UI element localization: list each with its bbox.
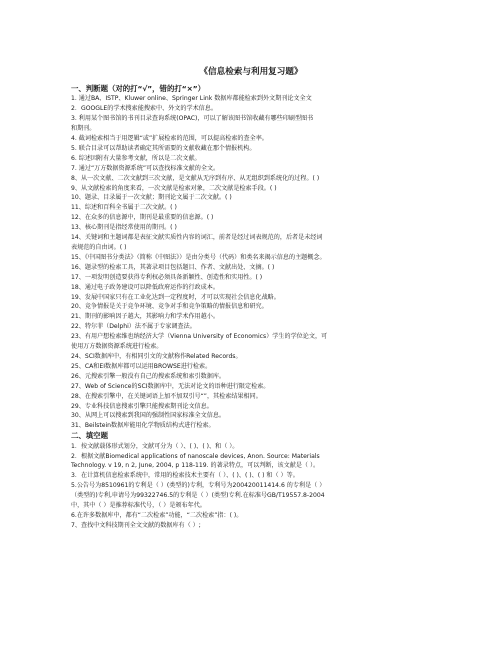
judgement-question-line: 18、通过电子政务建设可以降低政府运作的行政成本。 (71, 283, 219, 291)
judgement-question-line: 15、《中国图书分类法》（简称《中图法》）是由分类号（代码）和类名来揭示信息的主题概念。 (71, 253, 326, 261)
judgement-question-line: 2．GOOGLE的学术搜索能搜索中、外文的学术信息。 (71, 105, 217, 113)
judgement-question-line: 和期刊。 (71, 125, 96, 133)
judgement-question-line: 10、题录、目录属于一次文献；期刊论文属于二次文献。( ) (71, 194, 232, 202)
judgement-question-line: 20、竞争情报是关于竞争环境、竞争对手和竞争策略的情报信息和研究。 (71, 303, 268, 311)
section-heading-fill-in: 二、填空题 (71, 431, 108, 441)
fill-in-question-line: （类型的)专利,申请号为99322746.5的专利是（ ）(类型)专利.在标准号GB/T19557.8-2004 (71, 492, 325, 500)
judgement-question-line: 29、专业科技信息搜索引擎只能搜索期刊论文信息。 (71, 402, 213, 410)
judgement-question-line: 25、CA和EI数据库都可以运用BROWSE进行检索。 (71, 362, 212, 370)
fill-in-question-list (71, 442, 451, 531)
judgement-question-line: 31、Beilstein数据库能用化学物质结构式进行检索。 (71, 422, 215, 430)
document-title: 《信息检索与利用复习题》 (199, 67, 303, 77)
judgement-question-line: 16、题录型的检索工具，其著录项目包括题目、作者、文献出处、文摘。( ) (71, 263, 275, 271)
judgement-question-line: 28、在搜索引擎中，在关键词语上加不加双引号“”，其检索结果相同。 (71, 392, 262, 400)
judgement-question-line: 11、综述和百科全书属于二次文献。( ) (71, 204, 177, 212)
fill-in-question-line: 中，其中（ ）是推荐标准代号，（ ）是颁布年代。 (71, 502, 206, 510)
judgement-question-line: 3. 利用某个图书馆的书刊目录查询系统(OPAC)，可以了解该图书馆收藏有哪些印刷型图书 (71, 115, 314, 123)
judgement-question-line: 19、发展中国家只有在工业化达到一定程度时，才可以实现社会信息化战略。 (71, 293, 280, 301)
judgement-question-line: 17、一项发明创造要获得专利权必须具备新颖性、创造性和实用性。( ) (71, 273, 263, 281)
fill-in-question-line: 5.公告号为8510961的专利是（ ）(类型的)专利，专利号为200420011414.6 的专利是（ ） (71, 482, 326, 490)
judgement-question-line: 24、SCI数据库中，有相同引文的文献称作Related Records。 (71, 352, 242, 360)
fill-in-question-line: 3．在计算机信息检索系统中，常用的检索技术主要有（ ）、( )、( )、( ) 和（ ）等。 (71, 472, 299, 480)
judgement-question-line: 6. 综述因附有大量参考文献，所以是二次文献。 (71, 154, 201, 162)
judgement-question-line: 表规范的自由词。( ) (71, 244, 127, 251)
fill-in-question-line: 1．按文献载体形式划分，文献可分为（ ）、( )、( )、和（ ）。 (71, 442, 239, 450)
document-body (71, 84, 451, 531)
fill-in-question-line: 6.在许多数据库中，都有“二次检索”功能，“二次检索”指：( )。 (71, 511, 243, 519)
judgement-question-line: 1. 通过BA、ISTP、Kluwer online、Springer Link 数据库都能检索到外文期刊论文全文 (71, 95, 312, 103)
judgement-question-line: 5. 联合目录可以帮助读者确定其所需要的文献收藏在那个情报机构。 (71, 144, 256, 152)
judgement-question-line: 9、从文献检索的角度来看，一次文献是检索对象，二次文献是检索手段。( ) (71, 184, 277, 192)
judgement-question-line: 12、在众多的信息源中，期刊是最重要的信息源。( ) (71, 214, 214, 222)
judgement-question-line: 14、关键词和主题词都是表征文献实质性内容的词汇，前者是经过词表规范的，后者是未经词 (71, 234, 323, 242)
judgement-question-list (71, 94, 451, 431)
judgement-question-line: 7. 通过“万方数据资源系统”可以查找标准文献的全文。 (71, 164, 220, 172)
fill-in-question-line: 7、查找中文科技期刊全文文献的数据库有（ ）; (71, 521, 201, 529)
judgement-question-line: 8、从一次文献、二次文献到三次文献，是文献从无序到有序、从无组织到系统化的过程。( ) (71, 174, 320, 182)
judgement-question-line: 13、核心期刊是指经常使用的期刊。( ) (71, 224, 177, 232)
judgement-question-line: 使用万方数据资源系统进行检索。 (71, 343, 163, 351)
judgement-question-line: 30、从网上可以搜索到我国的强制性国家标准全文信息。 (71, 412, 226, 420)
judgement-question-line: 21、期刊的影响因子越大，其影响力和学术作用越小。 (71, 313, 219, 321)
section-heading-judgement: 一、判断题（对的打“√”，错的打“×”） (71, 84, 206, 93)
judgement-question-line: 4. 截词检索相当于用逻辑“或”扩展检索的范围，可以提高检索的查全率。 (71, 135, 268, 143)
judgement-question-line: 23、有用户想检索维也纳经济大学（Vienna University of Economics）学生的学位论文，可 (71, 333, 328, 341)
judgement-question-line: 26、元搜索引擎一般没有自己的搜索系统和索引数据库。 (71, 372, 226, 380)
fill-in-question-line: Technology. v 19, n 2, June, 2004, p 118-119. 的著录特点，可以判断，该文献是（ ）。 (71, 462, 320, 470)
judgement-question-line: 22、特尔菲（Delphi）法不属于专家调查法。 (71, 323, 196, 331)
judgement-question-line: 27、Web of Science的SCI数据库中，无法对论文的语种进行限定检索。 (71, 382, 270, 390)
fill-in-question-line: 2．根据文献Biomedical applications of nanoscale devices, Anon. Source: Materials (71, 452, 320, 460)
